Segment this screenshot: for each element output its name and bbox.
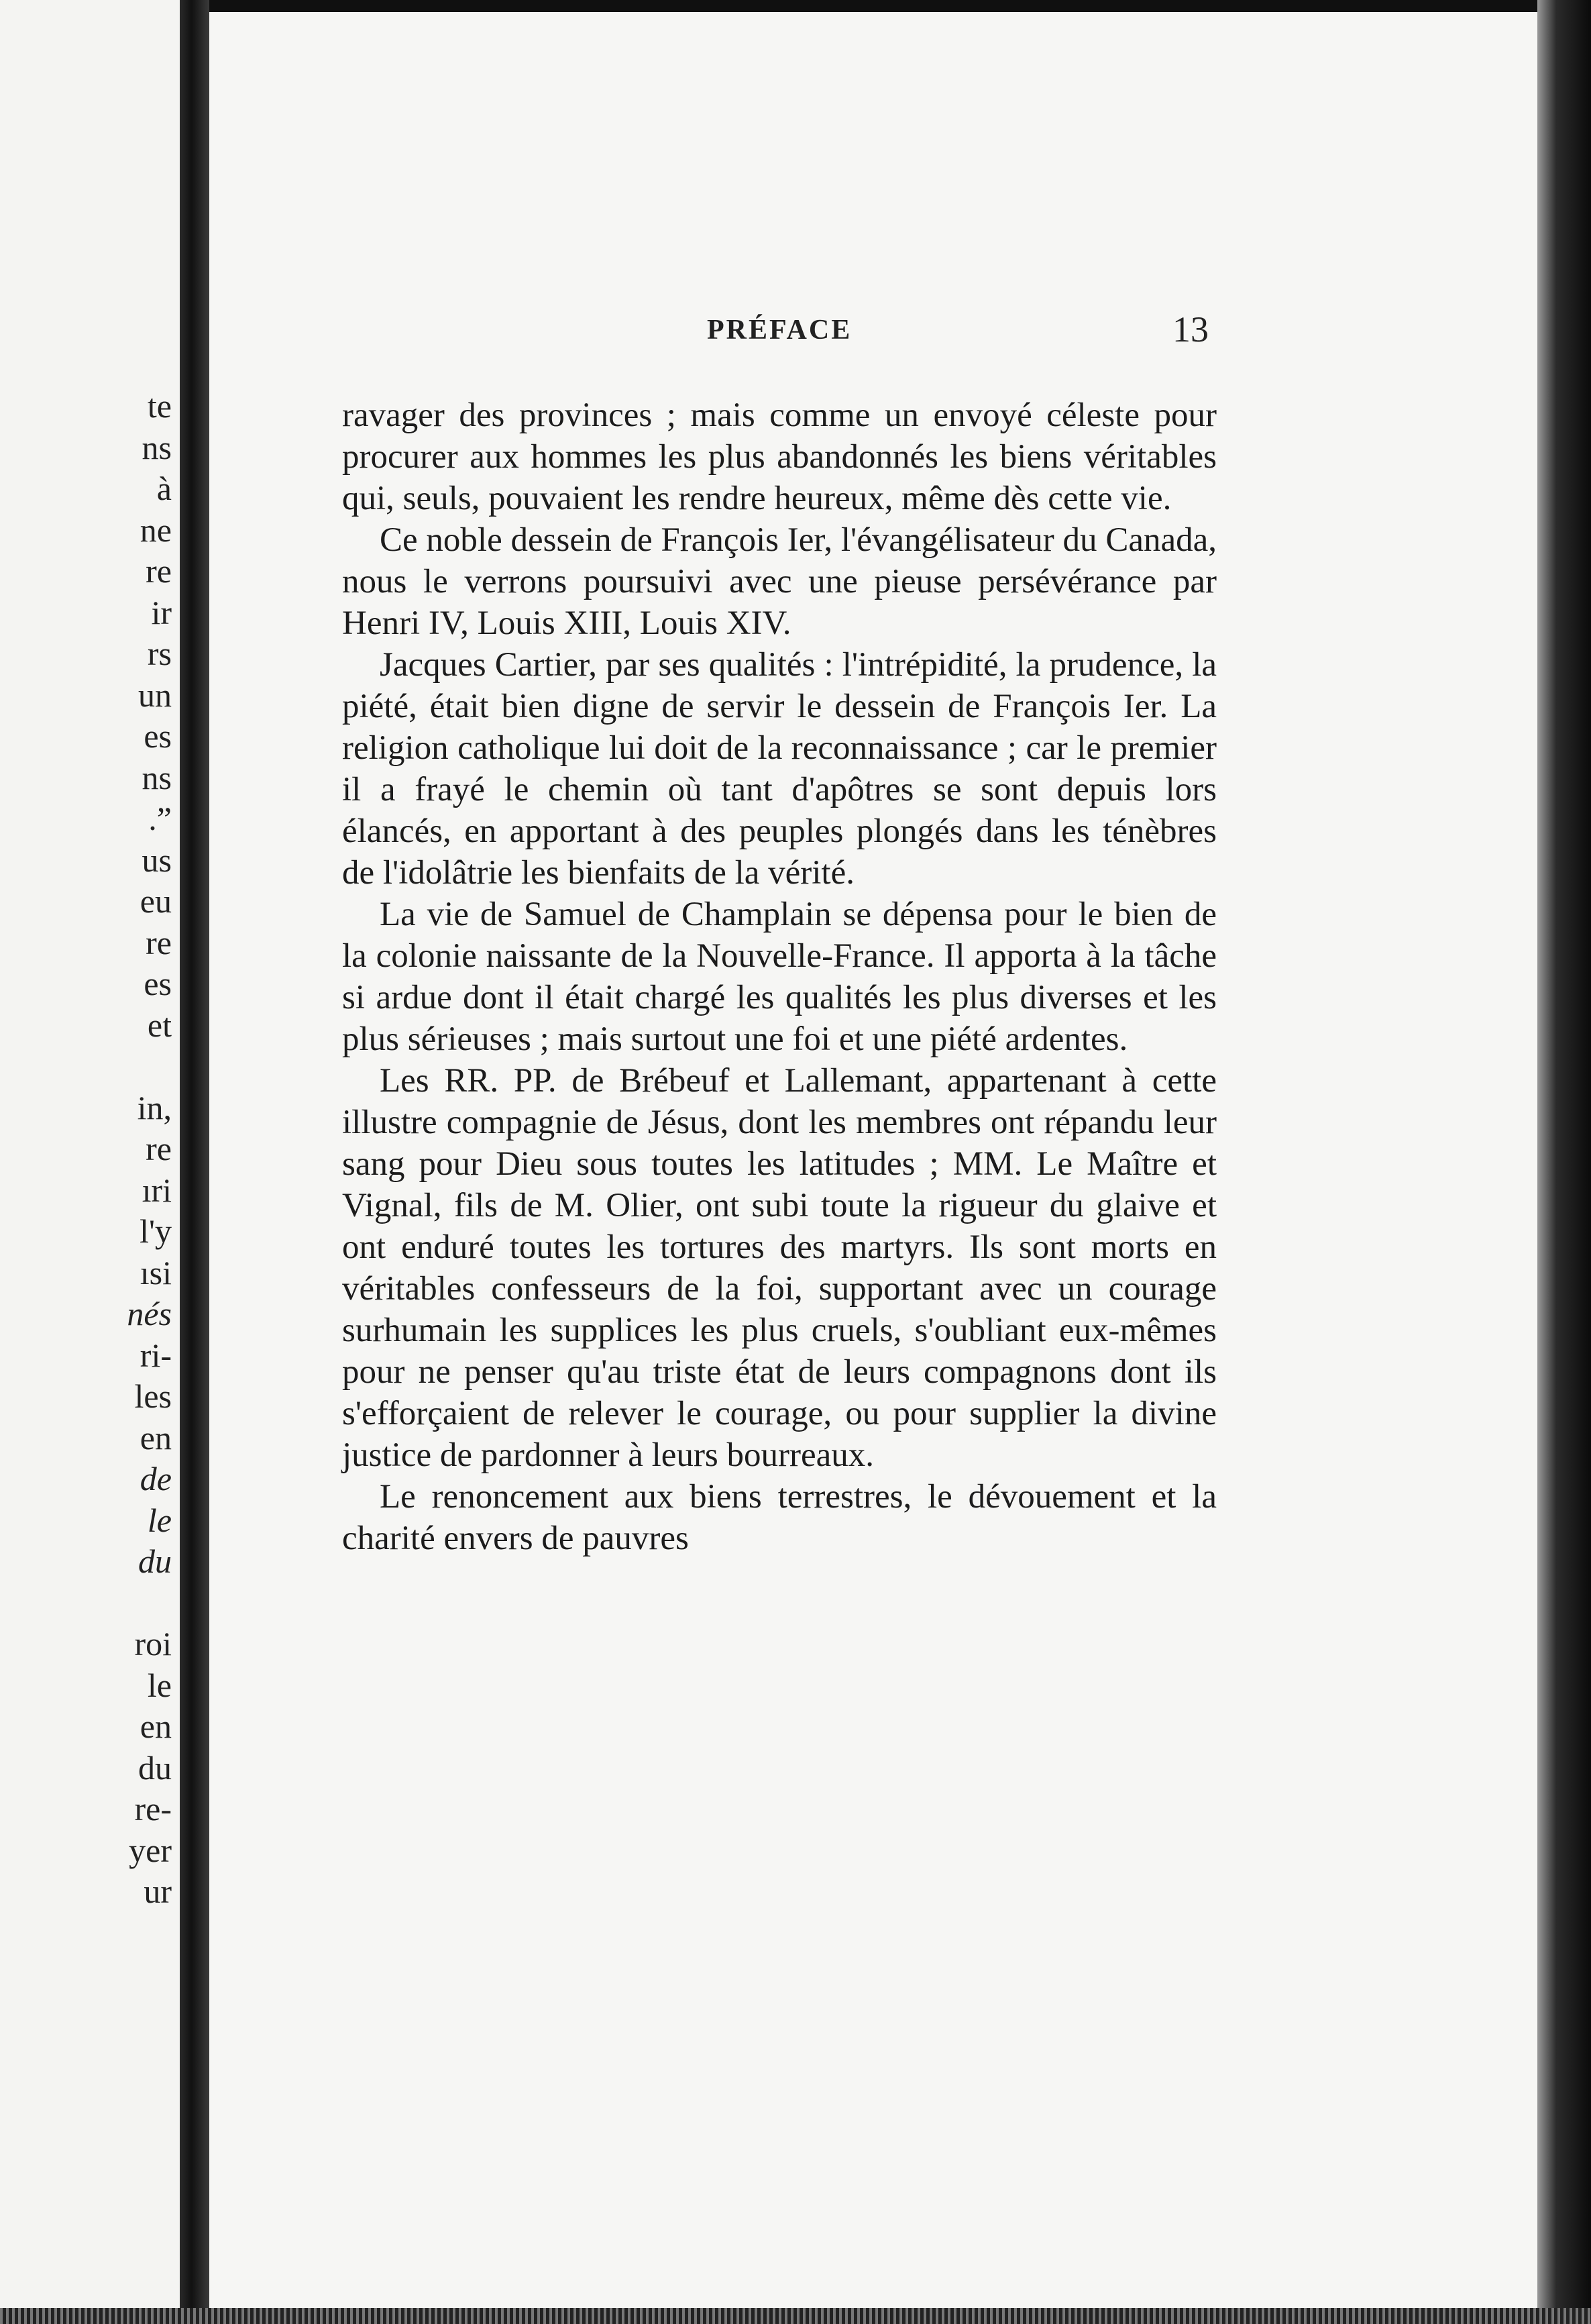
scanner-bottom-edge xyxy=(0,2308,1591,2324)
previous-page-fragment: in, xyxy=(137,1088,172,1126)
previous-page-fragment: le xyxy=(147,1501,172,1539)
paragraph: La vie de Samuel de Champlain se dépensa pour le bien de la colonie naissante de la Nouvelle-France. Il apporta à la tâche si ardue dont il était chargé les qualités les plus diverses et les plus sérieuses ; mais surtout une foi et une piété ardentes. xyxy=(342,896,1217,1058)
previous-page-fragment: et xyxy=(147,1006,172,1044)
previous-page-fragment xyxy=(0,1583,172,1624)
previous-page-fragment: l'y xyxy=(140,1212,172,1250)
previous-page-fragment: les xyxy=(134,1377,172,1415)
previous-page-fragment: ısi xyxy=(140,1253,172,1291)
previous-page-fragment: rs xyxy=(147,635,172,672)
previous-page-fragment: re xyxy=(146,552,172,590)
previous-page-fragment: du xyxy=(138,1542,172,1580)
previous-page-fragment: re xyxy=(146,1130,172,1167)
previous-page-fragment: ns xyxy=(142,428,172,466)
previous-page-fragment: un xyxy=(138,676,172,714)
page-stack-edge xyxy=(1537,0,1591,2324)
body-text xyxy=(342,394,1217,1559)
paragraph: Ce noble dessein de François Ier, l'évangélisateur du Canada, nous le verrons poursuivi avec une pieuse persévérance par Henri IV, Louis XIII, Louis XIV. xyxy=(342,521,1217,642)
previous-page-fragment: de xyxy=(140,1460,172,1497)
previous-page-fragment: ur xyxy=(144,1872,172,1910)
paragraph: Jacques Cartier, par ses qualités : l'intrépidité, la prudence, la piété, était bien digne de servir le dessein de François Ier. La religion catholique lui doit de la reconnaissance ; car le premier il a frayé le chemin où tant d'apôtres se sont depuis lors élancés, en apportant à des peuples plongés dans les ténèbres de l'idolâtrie les bienfaits de la vérité. xyxy=(342,646,1217,892)
book-gutter xyxy=(180,0,209,2324)
previous-page-fragment: le xyxy=(147,1666,172,1704)
previous-page-fragment: roi xyxy=(134,1625,172,1662)
page-header xyxy=(209,309,1537,361)
previous-page-fragment: es xyxy=(144,717,172,755)
previous-page-fragment: ne xyxy=(140,511,172,549)
paragraph: Le renoncement aux biens terrestres, le dévouement et la charité envers de pauvres xyxy=(342,1478,1217,1557)
running-head: PRÉFACE xyxy=(707,315,853,346)
previous-page-fragment: ir xyxy=(151,593,172,631)
previous-page-fragment: nés xyxy=(127,1295,172,1332)
previous-page-fragment: ıri xyxy=(142,1171,172,1209)
previous-page-fragment: .” xyxy=(148,800,172,837)
paragraph: Les RR. PP. de Brébeuf et Lallemant, appartenant à cette illustre compagnie de Jésus, dont les membres ont répandu leur sang pour Dieu sous toutes les latitudes ; MM. Le Maître et Vignal, fils de M. Olier, ont subi toute la rigueur du glaive et ont enduré toutes les tortures des martyrs. Ils sont morts en véritables confesseurs de la foi, supportant avec un courage surhumain les supplices les plus cruels, s'oubliant eux-mêmes pour ne penser qu'au triste état de leurs compagnons dont ils s'efforçaient de relever le courage, ou pour supplier la divine justice de pardonner à leurs bourreaux. xyxy=(342,1062,1217,1474)
previous-page-fragment: en xyxy=(140,1418,172,1457)
previous-page-edge xyxy=(0,0,180,2308)
book-page xyxy=(209,12,1537,2312)
previous-page-fragment: re- xyxy=(134,1790,172,1828)
previous-page-fragment: en xyxy=(140,1707,172,1745)
previous-page-fragment: es xyxy=(144,965,172,1002)
previous-page-fragment xyxy=(0,1046,172,1088)
previous-page-fragment: yer xyxy=(129,1831,172,1869)
previous-page-fragment: du xyxy=(138,1748,172,1787)
paragraph: ravager des provinces ; mais comme un envoyé céleste pour procurer aux hommes les plus abandonnés les biens véritables qui, seuls, pouvaient les rendre heureux, même dès cette vie. xyxy=(342,397,1217,517)
previous-page-fragment: re xyxy=(146,923,172,961)
previous-page-fragment: à xyxy=(156,470,172,507)
previous-page-fragment: te xyxy=(147,387,172,425)
previous-page-fragment: ri- xyxy=(140,1336,172,1374)
page-number: 13 xyxy=(1172,309,1209,350)
previous-page-fragment: ns xyxy=(142,758,172,796)
previous-page-fragment: us xyxy=(142,841,172,879)
previous-page-fragment: eu xyxy=(140,882,172,920)
previous-page-line-endings xyxy=(0,386,172,1913)
